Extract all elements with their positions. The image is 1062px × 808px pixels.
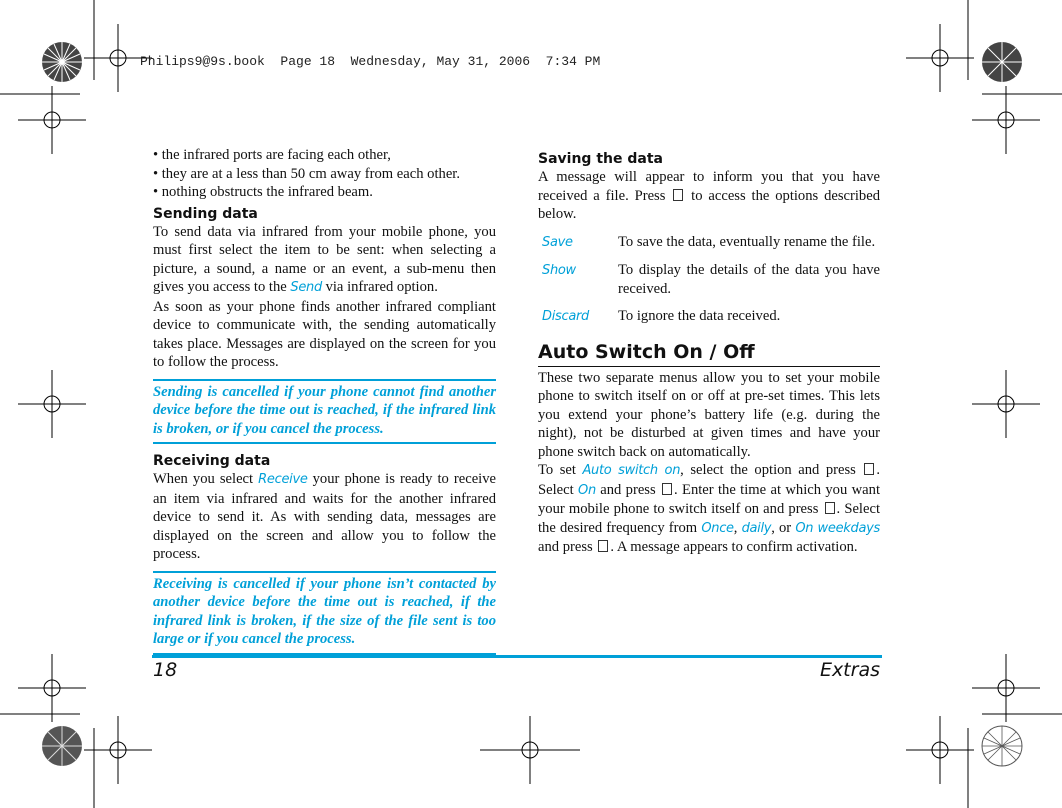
option-save-desc: To save the data, eventually rename the file. [618, 233, 876, 250]
sending-note: Sending is cancelled if your phone cannot find another device before the time out is reached, if the infrared link is broken, or if you cancel the process. [153, 379, 496, 445]
auto-switch-heading: Auto Switch On / Off [538, 341, 880, 367]
option-row [538, 233, 880, 253]
sending-paragraph-1: To send data via infrared from your mobile phone, you must first select the item to be sent: when selecting a picture, a sound, a name or an event, a sub-menu then gives you access to the Send via infrared option. [153, 223, 496, 295]
bullet-item: • nothing obstructs the infrared beam. [153, 184, 373, 200]
auto-switch-paragraph-1: These two separate menus allow you to set your mobile phone to switch itself on or off at pre-set times. This lets you extend your phone’s battery life (e.g. during the night), not be disturbed at given times and have your phone switch back on automatically. [538, 369, 880, 460]
option-row [538, 307, 880, 327]
ok-key-icon [673, 189, 683, 201]
receive-link[interactable]: Receive [258, 472, 308, 487]
option-show[interactable]: Show [542, 263, 576, 278]
bullet-item: • they are at a less than 50 cm away from each other. [153, 165, 460, 182]
right-column [538, 146, 880, 557]
ok-key-icon [662, 483, 672, 495]
star-target-bottom-left [42, 726, 82, 766]
daily-link[interactable]: daily [741, 520, 772, 536]
receiving-paragraph: When you select Receive your phone is ready to receive an item via infrared and waits for the another infrared device to send it. As with sending data, messages are displayed on the screen and allow you to follow the process. [153, 471, 497, 562]
options-table [538, 233, 880, 327]
option-show-desc: To display the details of the data you have received. [618, 262, 880, 297]
page-number: 18 [153, 659, 178, 681]
receiving-note: Receiving is cancelled if your phone isn’t contacted by another device before the time out is reached, if the infrared link is broken, if the size of the file sent is too large or if you cancel the process. [153, 571, 496, 655]
saving-heading: Saving the data [538, 151, 663, 167]
auto-switch-on-link[interactable]: Auto switch on [582, 463, 681, 478]
section-title: Extras [819, 659, 880, 681]
book-stamp: Philips9@9s.book Page 18 Wednesday, May 31, 2006 7:34 PM [140, 54, 601, 69]
on-link[interactable]: On [578, 482, 596, 498]
once-link[interactable]: Once [701, 520, 734, 536]
auto-switch-paragraph-2: To set Auto switch on, select the option and press . Select On and press . Enter the time at which you want your mobile phone to switch itself on and press . Select the desired frequency from Once, daily, or On weekdays and press . A message appears to confirm activation. [538, 462, 881, 555]
star-target-bottom-right [982, 726, 1022, 766]
ok-key-icon [864, 463, 874, 475]
option-discard[interactable]: Discard [542, 309, 590, 324]
sending-heading: Sending data [153, 205, 258, 222]
ok-key-icon [598, 540, 608, 552]
receiving-heading: Receiving data [153, 453, 271, 469]
sending-paragraph-2: As soon as your phone finds another infrared compliant device to communicate with, the sending automatically takes place. Messages are displayed on the screen for you to follow the process. [153, 298, 496, 370]
ok-key-icon [825, 502, 835, 514]
left-column [153, 146, 496, 655]
option-row [538, 261, 880, 298]
option-discard-desc: To ignore the data received. [618, 308, 781, 324]
saving-paragraph: A message will appear to inform you that you have received a file. Press to access the options described below. [538, 169, 880, 222]
send-link[interactable]: Send [290, 280, 322, 295]
option-save[interactable]: Save [542, 234, 573, 250]
star-target-top-right [982, 42, 1022, 82]
on-weekdays-link[interactable]: On weekdays [795, 520, 881, 536]
star-target-top-left [42, 42, 82, 82]
bullet-item: • the infrared ports are facing each other, [153, 147, 391, 163]
footer-rule [152, 655, 882, 658]
